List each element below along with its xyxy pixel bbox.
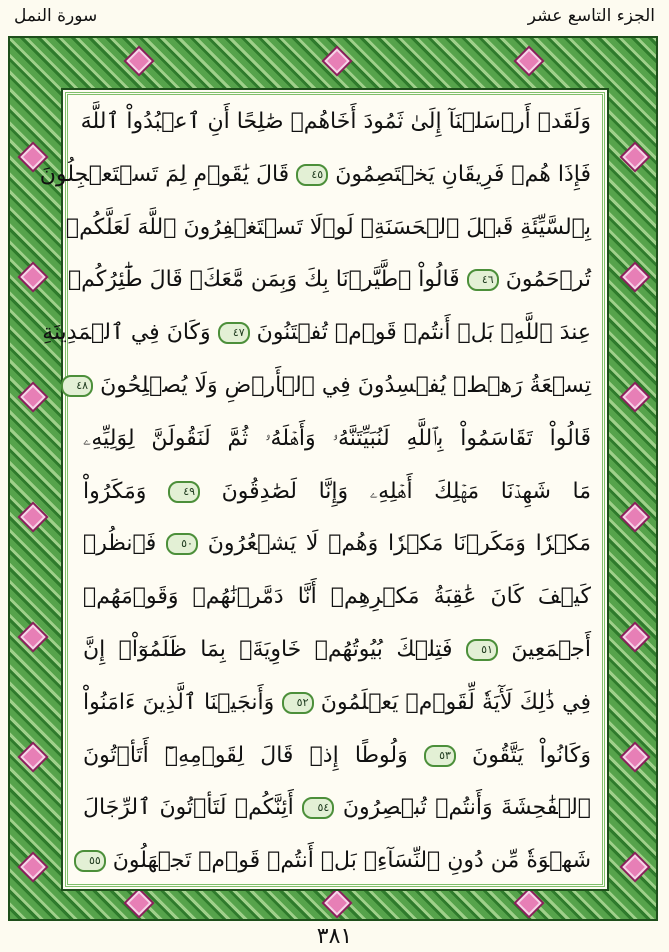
ayah-marker: ٥٢	[282, 692, 314, 714]
frame-ornament	[324, 48, 349, 73]
frame-ornament	[622, 854, 647, 879]
surah-title: سورة النمل	[14, 6, 98, 26]
text-line: مَكۡرٗا وَمَكَرۡنَا مَكۡرٗا وَهُمۡ لَا يَشۡعُرُونَ ٥٠ فَٱنظُرۡ	[83, 531, 591, 557]
frame-ornament	[20, 744, 45, 769]
frame-ornament	[20, 384, 45, 409]
ayah-marker: ٤٦	[467, 269, 499, 291]
text-line: وَلَقَدۡ أَرۡسَلۡنَآ إِلَىٰ ثَمُودَ أَخَاهُمۡ صَٰلِحًا أَنِ ٱعۡبُدُواْ ٱللَّهَ	[80, 109, 591, 134]
frame-ornament	[20, 504, 45, 529]
ayah-marker: ٥٣	[424, 745, 456, 767]
quran-text	[39, 90, 611, 893]
frame-ornament	[622, 264, 647, 289]
frame-ornament	[20, 624, 45, 649]
frame-ornament	[516, 890, 541, 915]
text-line: فَإِذَا هُمۡ فَرِيقَانِ يَخۡتَصِمُونَ ٤٥ قَالَ يَٰقَوۡمِ لِمَ تَسۡتَعۡجِلُونَ	[39, 161, 591, 187]
text-line: تُرۡحَمُونَ ٤٦ قَالُواْ ٱطَّيَّرۡنَا بِكَ وَبِمَن مَّعَكَۚ قَالَ طَٰٓئِرُكُمۡ	[67, 267, 591, 293]
frame-ornament	[622, 624, 647, 649]
text-line: بِٱلسَّيِّئَةِ قَبۡلَ ٱلۡحَسَنَةِۖ لَوۡلَا تَسۡتَغۡفِرُونَ ٱللَّهَ لَعَلَّكُمۡ	[65, 214, 591, 240]
text-line: تِسۡعَةُ رَهۡطٖ يُفۡسِدُونَ فِي ٱلۡأَرۡضِ وَلَا يُصۡلِحُونَ ٤٨	[83, 360, 591, 413]
text-line: أَجۡمَعِينَ ٥١ فَتِلۡكَ بُيُوتُهُمۡ خَاوِيَةَۢ بِمَا ظَلَمُوٓاْۚ إِنَّ	[83, 636, 592, 662]
ayah-marker: ٤٥	[296, 164, 328, 186]
ayah-marker: ٤٨	[61, 375, 93, 397]
ayah-marker: ٤٧	[218, 322, 250, 344]
page-number: ٣٨١	[316, 924, 353, 949]
text-line: شَهۡوَةٗ مِّن دُونِ ٱلنِّسَآءِۚ بَلۡ أَنتُمۡ قَوۡمٞ تَجۡهَلُونَ ٥٥	[83, 835, 591, 888]
text-line: عِندَ ٱللَّهِۖ بَلۡ أَنتُمۡ قَوۡمٞ تُفۡتَنُونَ ٤٧ وَكَانَ فِي ٱلۡمَدِينَةِ	[42, 320, 591, 346]
decorative-frame	[8, 36, 658, 921]
text-line: قَالُواْ تَقَاسَمُواْ بِٱللَّهِ لَنُبَيِّتَنَّهُۥ وَأَهۡلَهُۥ ثُمَّ لَنَقُولَنَّ لِوَلِيِّهِۦ	[83, 425, 591, 451]
text-line: مَا شَهِدۡنَا مَهۡلِكَ أَهۡلِهِۦ وَإِنَّا لَصَٰدِقُونَ ٤٩ وَمَكَرُواْ	[83, 478, 591, 504]
juz-title: الجزء التاسع عشر	[527, 6, 655, 26]
text-line: وَكَانُواْ يَتَّقُونَ ٥٣ وَلُوطًا إِذۡ قَالَ لِقَوۡمِهِۦٓ أَتَأۡتُونَ	[83, 742, 591, 768]
text-line: ٱلۡفَٰحِشَةَ وَأَنتُمۡ تُبۡصِرُونَ ٥٤ أَئِنَّكُمۡ لَتَأۡتُونَ ٱلرِّجَالَ	[83, 795, 592, 821]
frame-ornament	[622, 144, 647, 169]
text-line: كَيۡفَ كَانَ عَٰقِبَةُ مَكۡرِهِمۡ أَنَّا دَمَّرۡنَٰهُمۡ وَقَوۡمَهُمۡ	[83, 584, 591, 610]
frame-ornament	[622, 384, 647, 409]
ayah-marker: ٥٤	[302, 797, 334, 819]
ayah-marker: ٥١	[466, 639, 498, 661]
ayah-marker: ٤٩	[168, 481, 200, 503]
frame-ornament	[324, 890, 349, 915]
frame-ornament	[126, 890, 151, 915]
text-panel	[39, 88, 609, 891]
frame-ornament	[622, 744, 647, 769]
frame-ornament	[622, 504, 647, 529]
text-line: فِي ذَٰلِكَ لَأٓيَةٗ لِّقَوۡمٖ يَعۡلَمُونَ ٥٢ وَأَنجَيۡنَا ٱلَّذِينَ ءَامَنُواْ	[83, 689, 591, 715]
frame-ornament	[516, 48, 541, 73]
page-header	[0, 0, 669, 38]
ayah-marker: ٥٠	[166, 533, 198, 555]
ayah-marker: ٥٥	[74, 850, 106, 872]
frame-ornament	[20, 264, 45, 289]
frame-ornament	[126, 48, 151, 73]
frame-ornament	[20, 854, 45, 879]
